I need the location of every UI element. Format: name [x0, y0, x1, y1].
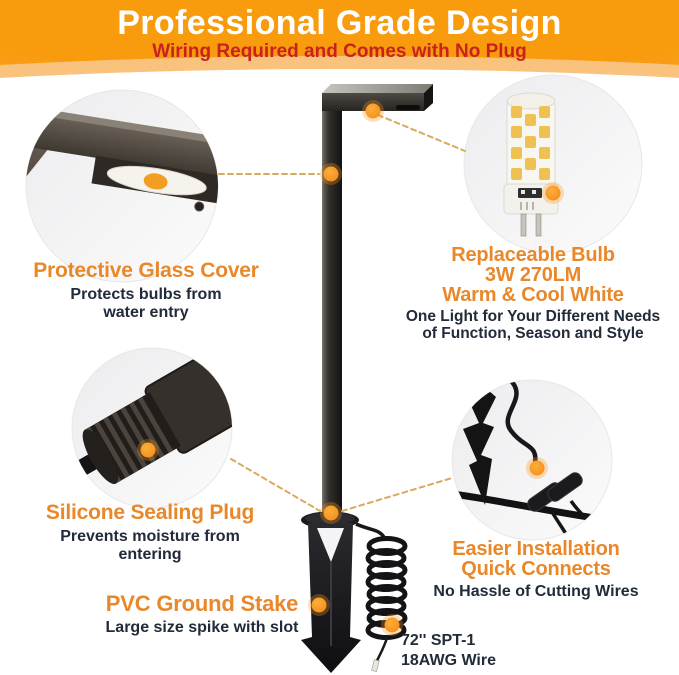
page-title: Professional Grade Design — [117, 4, 562, 42]
bulb-title-line2: 3W 270LM — [484, 264, 582, 286]
bulb-desc-line2: of Function, Season and Style — [422, 325, 644, 343]
bulb-title-line1: Replaceable Bulb — [451, 244, 615, 266]
stake-desc-line1: Large size spike with slot — [105, 618, 299, 636]
led-bulb-photo — [464, 75, 642, 253]
dashed-line-connect — [342, 478, 452, 511]
glass-cover-title: Protective Glass Cover — [33, 259, 259, 282]
wire-spec-line2: 18AWG Wire — [401, 652, 496, 669]
callout-quick-connects — [394, 539, 678, 601]
callout-dot — [542, 182, 564, 204]
callout-dot — [381, 614, 403, 636]
glass-cover-desc-line2: water entry — [103, 303, 189, 321]
glass-cover-desc-line1: Protects bulbs from — [70, 285, 222, 303]
light-head-arm — [322, 84, 433, 93]
page-subtitle: Wiring Required and Comes with No Plug — [152, 41, 527, 62]
stake-title: PVC Ground Stake — [105, 591, 299, 616]
callout-dot — [137, 439, 159, 461]
callout-ground-stake — [58, 592, 346, 637]
callout-replaceable-bulb — [391, 245, 675, 343]
bulb-title-line3: Warm & Cool White — [442, 284, 624, 306]
callout-dot — [526, 457, 548, 479]
dashed-line-bulb — [378, 115, 465, 151]
callout-dot — [362, 100, 384, 122]
callout-dot — [320, 502, 342, 524]
wire-spec-line1: 72'' SPT-1 — [401, 632, 476, 649]
plug-desc-line2: entering — [118, 545, 182, 563]
connect-title-line1: Easier Installation — [452, 538, 620, 560]
glass-cover-photo — [0, 90, 238, 282]
callout-glass-cover — [6, 260, 286, 321]
connect-desc-line1: No Hassle of Cutting Wires — [433, 582, 639, 600]
bulb-desc-line1: One Light for Your Different Needs — [405, 308, 661, 325]
connect-title-line2: Quick Connects — [461, 558, 611, 581]
callout-dot — [320, 163, 342, 185]
callout-sealing-plug — [8, 502, 292, 563]
plug-desc-line1: Prevents moisture from — [60, 527, 240, 545]
wire-spec-label — [401, 631, 496, 671]
plug-title: Silicone Sealing Plug — [45, 501, 255, 524]
